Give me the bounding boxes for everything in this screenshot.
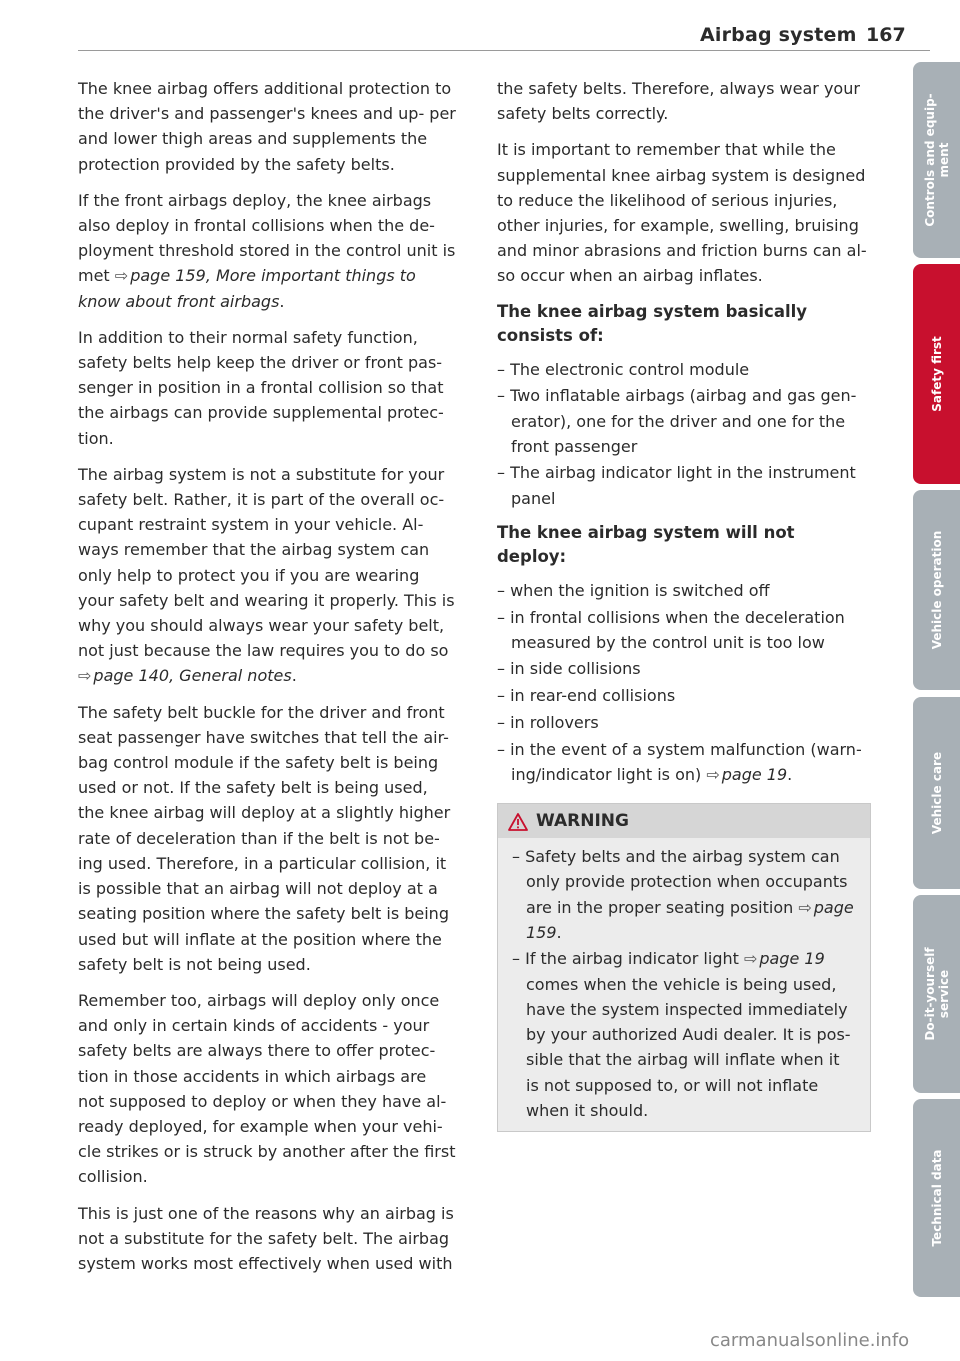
tab-safety-first[interactable] <box>913 264 960 484</box>
page-reference-link[interactable] <box>706 765 787 784</box>
reference-text: page 159 <box>526 897 854 942</box>
arrow-icon: ⇨ <box>798 897 812 917</box>
page-number: 167 <box>866 24 906 46</box>
non-deploy-list <box>497 578 869 787</box>
warning-item <box>512 844 856 945</box>
arrow-icon: ⇨ <box>706 764 720 784</box>
warning-triangle-icon <box>508 813 528 831</box>
reference-text: page 19 <box>759 949 825 969</box>
tab-technical-data[interactable] <box>913 1099 960 1297</box>
section-title: Airbag system <box>700 24 857 46</box>
paragraph-text: The airbag system is not a substitute for your safety belt. Rather, it is part of the overall oc- cupant restraint system in your vehicle. Al- ways remember that the airbag system can only help to protect you if you are wearing your safety belt and wearing it properly. This is why you should always wear your safety belt, not just because the law requires you to do so <box>78 464 455 661</box>
tab-label: Safety first <box>929 336 944 412</box>
list-item: – when the ignition is switched off <box>497 578 869 603</box>
tab-do-it-yourself-service[interactable] <box>913 895 960 1093</box>
warning-title: WARNING <box>536 810 629 831</box>
subheading: The knee airbag system basically consists of: <box>497 301 808 345</box>
list-item: – in side collisions <box>497 656 869 681</box>
reference-text: page 159, More important things to know about front airbags <box>78 266 416 311</box>
arrow-icon: ⇨ <box>78 666 92 686</box>
tab-label: Controls and equip- ment <box>922 93 951 227</box>
warning-list <box>498 844 870 1123</box>
paragraph <box>78 462 456 689</box>
paragraph: Remember too, airbags will deploy only once and only in certain kinds of accidents - your safety belts are always there to offer protec- tion in those accidents in which airbags are not supposed to deploy or when they have al- ready deployed, for example when your vehi- cle strikes or is struck by another after the first collision. <box>78 990 456 1187</box>
paragraph-text: If the front airbags deploy, the knee airbags also deploy in frontal collisions when the de- ployment threshold stored in the control unit is met <box>78 190 456 286</box>
tab-label: Vehicle operation <box>929 530 944 650</box>
paragraph: It is important to remember that while the supplemental knee airbag system is designed to reduce the likelihood of serious injuries, other injuries, for example, swelling, bruising and minor abrasions and friction burns can al- so occur when an airbag inflates. <box>497 140 867 286</box>
list-item <box>497 737 869 787</box>
arrow-icon: ⇨ <box>743 949 758 969</box>
tab-vehicle-care[interactable] <box>913 697 960 889</box>
paragraph: The safety belt buckle for the driver and front seat passenger have switches that tell the air- bag control module if the safety belt is being used or not. If the safety belt is being used, the knee airbag will deploy at a slightly higher rate of deceleration than if the belt is not be- ing used. Therefore, in a particular collision, it is possible that an airbag will not deploy at a seating position where the safety belt is being used but will inflate at the position where the safety belt is not being used. <box>78 702 451 974</box>
page-reference-link[interactable] <box>744 949 825 968</box>
tab-controls-and-equipment[interactable] <box>913 62 960 258</box>
warning-item <box>512 946 856 1122</box>
list-item-text: . <box>787 764 793 784</box>
warning-text: . <box>556 922 562 942</box>
tab-label: Do-it-yourself service <box>922 947 951 1041</box>
reference-text: page 19 <box>721 764 788 784</box>
list-item: – Two inflatable airbags (airbag and gas gen- erator), one for the driver and one for the front passenger <box>497 383 869 459</box>
paragraph: The knee airbag offers additional protection to the driver's and passenger's knees and up- per and lower thigh areas and supplements the protection provided by the safety belts. <box>78 79 456 174</box>
list-item: – in frontal collisions when the deceleration measured by the control unit is too low <box>497 605 869 655</box>
warning-text: If the airbag indicator light <box>525 949 744 969</box>
reference-text: page 140, General notes <box>93 666 292 686</box>
list-item: – in rollovers <box>497 710 869 735</box>
arrow-icon: ⇨ <box>114 266 129 286</box>
component-list <box>497 357 869 511</box>
warning-text: Safety belts and the airbag system can only provide protection when occupants are in the proper seating position <box>525 847 848 917</box>
paragraph: the safety belts. Therefore, always wear your safety belts correctly. <box>497 79 860 124</box>
right-column <box>497 76 869 1132</box>
tab-vehicle-operation[interactable] <box>913 490 960 690</box>
list-item-text: in the event of a system malfunction (warn- ing/indicator light is on) <box>510 739 862 784</box>
warning-box <box>497 803 871 1132</box>
left-column <box>78 76 456 1287</box>
list-item: – The electronic control module <box>497 357 869 382</box>
paragraph-text: . <box>279 291 285 311</box>
subheading: The knee airbag system will not deploy: <box>497 522 795 566</box>
warning-text: comes when the vehicle is being used, have the system inspected immediately by your authorized Audi dealer. It is pos- sible that the airbag will inflate when it is not supposed to, or will not inflate when it should. <box>526 974 851 1120</box>
paragraph-text: . <box>291 666 297 686</box>
list-item: – The airbag indicator light in the instrument panel <box>497 460 869 510</box>
tab-label: Vehicle care <box>929 751 944 835</box>
paragraph: In addition to their normal safety function, safety belts help keep the driver or front pas- senger in position in a frontal collision so that the airbags can provide supplemental protec- tion. <box>78 327 444 448</box>
list-item: – in rear-end collisions <box>497 683 869 708</box>
paragraph: This is just one of the reasons why an airbag is not a substitute for the safety belt. The airbag system works most effectively when used with <box>78 1203 454 1273</box>
warning-header <box>498 804 870 838</box>
tab-label: Technical data <box>929 1149 944 1247</box>
page-reference-link[interactable] <box>78 666 292 685</box>
paragraph <box>78 188 456 314</box>
header-divider <box>78 50 930 51</box>
watermark-text: carmanualsonline.info <box>710 1330 910 1351</box>
page-reference-link[interactable] <box>78 266 416 310</box>
